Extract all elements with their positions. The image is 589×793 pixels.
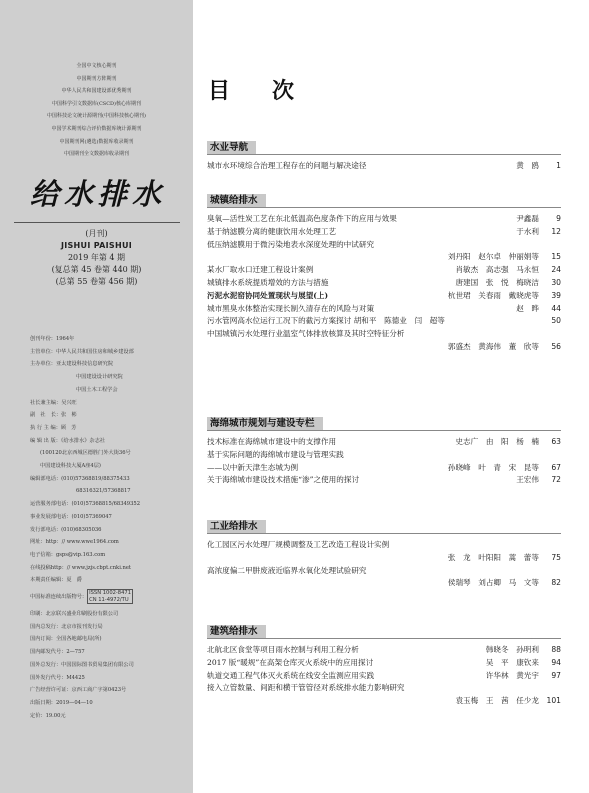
entry-title: 技术标准在海绵城市建设中的支撑作用 bbox=[207, 437, 337, 446]
toc-entry[interactable] bbox=[207, 436, 561, 449]
frequency: (月刊) bbox=[85, 229, 108, 238]
info-line: 发行部电话：(010)68305036 bbox=[30, 526, 102, 533]
toc-entry[interactable] bbox=[207, 328, 561, 341]
toc-entry[interactable] bbox=[207, 264, 561, 277]
entry-title: 轨道交通工程气体灭火系统在线安全监测应用实践 bbox=[207, 670, 375, 680]
journal-pinyin: JISHUI PAISHUI bbox=[60, 241, 133, 250]
info-line: 主管单位：中华人民共和国住房和城乡建设部 bbox=[30, 348, 134, 355]
entry-title: 城镇排水系统提质增效的方法与措施 bbox=[207, 277, 329, 287]
info-line: 定价：19.00元 bbox=[30, 712, 66, 719]
entry-page: 50 bbox=[551, 316, 561, 326]
index-entry: 中国期刊全文数据库收录期刊 bbox=[63, 151, 129, 158]
index-entry: 全国中文核心期刊 bbox=[76, 63, 117, 69]
section-title: 建筑给排水 bbox=[207, 625, 266, 638]
info-line: 68316321/57368817 bbox=[76, 488, 131, 495]
entry-title: 高浓度偏二甲肼废液近临界水氧化处理试验研究 bbox=[207, 565, 367, 575]
section-header bbox=[207, 520, 561, 534]
info-line: 中国建设设计研究院 bbox=[76, 374, 123, 381]
toc-entry[interactable] bbox=[207, 290, 561, 303]
entry-title: 2017 版“暖规”在高架仓库灭火系统中的应用探讨 bbox=[207, 657, 374, 667]
entry-authors: 肖敏杰 高志强 马永恒 bbox=[455, 265, 539, 275]
index-entry: 中国期刊方阵期刊 bbox=[76, 75, 117, 82]
entry-page: 101 bbox=[546, 696, 561, 706]
entry-title: 臭氧—活性炭工艺在东北低温高色度条件下的应用与效果 bbox=[207, 214, 397, 223]
info-line: 国内总发行：北京市报刊发行局 bbox=[30, 623, 103, 630]
info-line: 国外发行代号：M4425 bbox=[30, 674, 85, 681]
entry-authors: 张 龙 叶阳阳 蒿 蕾等 bbox=[447, 552, 539, 562]
entry-title: 城市黑臭水体整治实现长制久清存在的风险与对策 bbox=[207, 303, 375, 313]
issn-number: ISSN 1002-8471 bbox=[89, 590, 131, 597]
info-line: 国内邮发代号：2—757 bbox=[30, 649, 85, 656]
entry-page: 75 bbox=[551, 552, 561, 562]
index-entry: 中国学术期刊综合评价数据库统计源期刊 bbox=[51, 125, 142, 132]
toc-section bbox=[207, 625, 561, 708]
toc-section bbox=[207, 520, 561, 590]
issn-box bbox=[87, 589, 133, 604]
info-line: 事业发展部电话：(010)57369047 bbox=[30, 513, 112, 520]
section-title: 工业给排水 bbox=[207, 520, 266, 533]
entry-title: 低压纳滤膜用于微污染地表水深度处理的中试研究 bbox=[207, 239, 375, 249]
toc-entry[interactable] bbox=[207, 449, 561, 462]
issue-number: 2019 年第 4 期 bbox=[67, 253, 126, 262]
entry-title: 北航北区食堂等项目雨水控制与利用工程分析 bbox=[207, 645, 359, 654]
info-line: 电子信箱：gsps@vip.163.com bbox=[30, 551, 106, 558]
entry-authors: 尹鑫磊 bbox=[516, 214, 539, 223]
entry-authors: 韩晓冬 孙明利 bbox=[485, 645, 539, 654]
toc-entry[interactable] bbox=[207, 315, 561, 328]
left-panel bbox=[0, 0, 193, 793]
section-title: 城镇给排水 bbox=[207, 194, 266, 207]
issue-block bbox=[0, 228, 193, 288]
section-header bbox=[207, 417, 561, 431]
toc-entry[interactable] bbox=[207, 251, 561, 264]
info-line: 主办单位：亚太建设科技信息研究院 bbox=[30, 361, 114, 368]
toc-entry[interactable] bbox=[207, 539, 561, 552]
entry-authors: 许华林 黄光宇 bbox=[485, 670, 539, 680]
index-entry: 中国科学引文数据库(CSCD)核心库期刊 bbox=[52, 100, 141, 107]
entry-authors: 赵 晔 bbox=[516, 303, 539, 313]
info-line: 编辑部电话：(010)57368819/88375433 bbox=[30, 475, 130, 482]
entry-page: 63 bbox=[551, 437, 561, 446]
section-header bbox=[207, 141, 561, 155]
entry-title: 接入立管数量、间距和横干管管径对系统排水能力影响研究 bbox=[207, 683, 405, 693]
entry-title: 污泥水泥窑协同处置现状与展望(上) bbox=[207, 290, 329, 300]
entry-page: 30 bbox=[551, 277, 561, 287]
entry-page: 56 bbox=[551, 341, 561, 351]
toc-entry[interactable] bbox=[207, 213, 561, 226]
index-list bbox=[0, 60, 193, 161]
toc-entry[interactable] bbox=[207, 695, 561, 708]
toc-section bbox=[207, 194, 561, 354]
entry-authors: 于水利 bbox=[516, 226, 539, 236]
entry-authors: 王宏伟 bbox=[516, 475, 539, 485]
toc-entry[interactable] bbox=[207, 474, 561, 487]
entry-title: 基于实际问题的海绵城市建设与管理实践 bbox=[207, 449, 344, 459]
toc-entry[interactable] bbox=[207, 682, 561, 695]
section-header bbox=[207, 194, 561, 208]
toc-section bbox=[207, 141, 561, 173]
entry-page: 1 bbox=[556, 161, 561, 170]
info-line: 出版日期：2019—04—10 bbox=[30, 699, 93, 706]
info-line: (100120北京西城区德胜门外大街36号 bbox=[40, 450, 131, 457]
info-line: 本期责任编辑：夏 爵 bbox=[30, 577, 82, 584]
entry-authors: 郭盛杰 黄海伟 董 欣等 bbox=[447, 341, 539, 351]
journal-logo: 给水排水 bbox=[29, 177, 166, 211]
toc-entry[interactable] bbox=[207, 239, 561, 252]
toc-entry[interactable] bbox=[207, 303, 561, 316]
index-entry: 中国科技论文统计源期刊(中国科技核心期刊) bbox=[47, 113, 146, 120]
entry-page: 88 bbox=[551, 645, 561, 654]
entry-authors: 侯瑞琴 刘占卿 马 文等 bbox=[447, 578, 539, 588]
entry-page: 44 bbox=[551, 303, 561, 313]
toc-entry[interactable] bbox=[207, 577, 561, 590]
issn-label: 中国标准连续出版物号： bbox=[30, 594, 88, 601]
toc-entry[interactable] bbox=[207, 226, 561, 239]
section-title: 海绵城市规划与建设专栏 bbox=[207, 417, 323, 430]
logo-divider bbox=[14, 222, 180, 223]
section-title: 水业导航 bbox=[207, 141, 256, 154]
info-line: 在线投稿http：// www.jzjs.cbpt.cnki.net bbox=[30, 564, 132, 571]
info-line: 网址：http：// www.wwe1964.com bbox=[30, 539, 119, 546]
info-line: 国外总发行：中国国际图书贸易集团有限公司 bbox=[30, 661, 134, 668]
volume-line-1: (复总第 45 卷第 440 期) bbox=[51, 265, 142, 274]
entry-title: 关于海绵城市建设技术措施“渗”之使用的探讨 bbox=[207, 475, 360, 485]
entry-page: 94 bbox=[551, 657, 561, 667]
section-header bbox=[207, 625, 561, 639]
toc-entry[interactable] bbox=[207, 462, 561, 475]
toc-entry[interactable] bbox=[207, 657, 561, 670]
publication-info bbox=[30, 333, 190, 722]
entry-page: 72 bbox=[551, 475, 561, 485]
info-line: 中国土木工程学会 bbox=[76, 386, 118, 393]
toc-entry[interactable] bbox=[207, 552, 561, 565]
info-line: 创刊年份：1964年 bbox=[30, 336, 75, 342]
entry-page: 97 bbox=[551, 670, 561, 680]
info-line: 运营服务部电话：(010)57368815/68349352 bbox=[30, 501, 141, 508]
entry-title: 某水厂取水口迁建工程设计案例 bbox=[207, 265, 314, 275]
entry-authors: 史志广 由 阳 杨 楠 bbox=[455, 437, 539, 446]
entry-authors: 杭世珺 关春雨 戴晓虎等 bbox=[447, 290, 539, 300]
toc-section bbox=[207, 417, 561, 487]
info-line: 国内订阅：全国各地邮电局(所) bbox=[30, 636, 102, 643]
entry-page: 67 bbox=[551, 462, 561, 472]
entry-authors: 黄 鸥 bbox=[516, 161, 539, 170]
cn-number: CN 11-4972/TU bbox=[89, 596, 129, 603]
toc-entry[interactable] bbox=[207, 670, 561, 683]
toc-entry[interactable] bbox=[207, 341, 561, 354]
toc-entry[interactable] bbox=[207, 644, 561, 657]
index-entry: 中国期刊网(遴选)数据库收录期刊 bbox=[59, 138, 134, 145]
entry-authors: 袁玉梅 王 茜 任少龙 bbox=[455, 696, 539, 706]
info-line: 社长兼主编：吴兴旺 bbox=[30, 399, 77, 406]
entry-page: 15 bbox=[551, 252, 561, 262]
entry-title: 中国城镇污水处理行业温室气体排放核算及其时空特征分析 bbox=[207, 329, 405, 339]
entry-title: 化工园区污水处理厂规模调整及工艺改造工程设计实例 bbox=[207, 540, 390, 549]
info-line: 副 社 长：张 彬 bbox=[30, 412, 77, 419]
entry-authors: 吴 平 康钦来 bbox=[485, 657, 539, 667]
entry-page: 9 bbox=[556, 214, 561, 223]
entry-page: 82 bbox=[551, 578, 561, 588]
toc-entry[interactable] bbox=[207, 160, 561, 173]
page-title: 目 次 bbox=[208, 79, 305, 104]
entry-page: 12 bbox=[551, 226, 561, 236]
entry-page: 24 bbox=[551, 265, 561, 275]
entry-authors: 刘丹阳 赵尔卓 仲丽娟等 bbox=[447, 252, 539, 262]
info-line: 中国建设科技大厦A座4层) bbox=[40, 463, 101, 470]
issn-line bbox=[30, 589, 190, 604]
toc-entry[interactable] bbox=[207, 565, 561, 578]
info-line: 编 辑 出 版：《给水排水》杂志社 bbox=[30, 437, 105, 444]
entry-title: 污水管网高水位运行工况下的截污方案探讨 胡和平 陈德业 闫 超等 bbox=[207, 316, 445, 326]
toc-entry[interactable] bbox=[207, 277, 561, 290]
entry-title: 基于纳滤膜分离的健康饮用水处理工艺 bbox=[207, 226, 337, 236]
volume-line-2: (总第 55 卷第 456 期) bbox=[55, 277, 138, 286]
info-line: 广告经营许可证：京西工商广字第0423号 bbox=[30, 687, 127, 694]
entry-authors: 孙晓峰 叶 青 宋 昆等 bbox=[447, 462, 539, 472]
info-line: 执 行 主 编：顾 芳 bbox=[30, 424, 77, 431]
entry-title: 城市水环境综合治理工程存在的问题与解决途径 bbox=[207, 161, 367, 170]
entry-authors: 唐建国 张 悦 梅晓洁 bbox=[455, 277, 539, 287]
info-line: 印刷：北京联兴盛业印刷股份有限公司 bbox=[30, 611, 119, 618]
entry-title: ——以中新天津生态城为例 bbox=[207, 462, 299, 472]
index-entry: 中华人民共和国建设部优秀期刊 bbox=[61, 88, 132, 95]
entry-page: 39 bbox=[551, 290, 561, 300]
